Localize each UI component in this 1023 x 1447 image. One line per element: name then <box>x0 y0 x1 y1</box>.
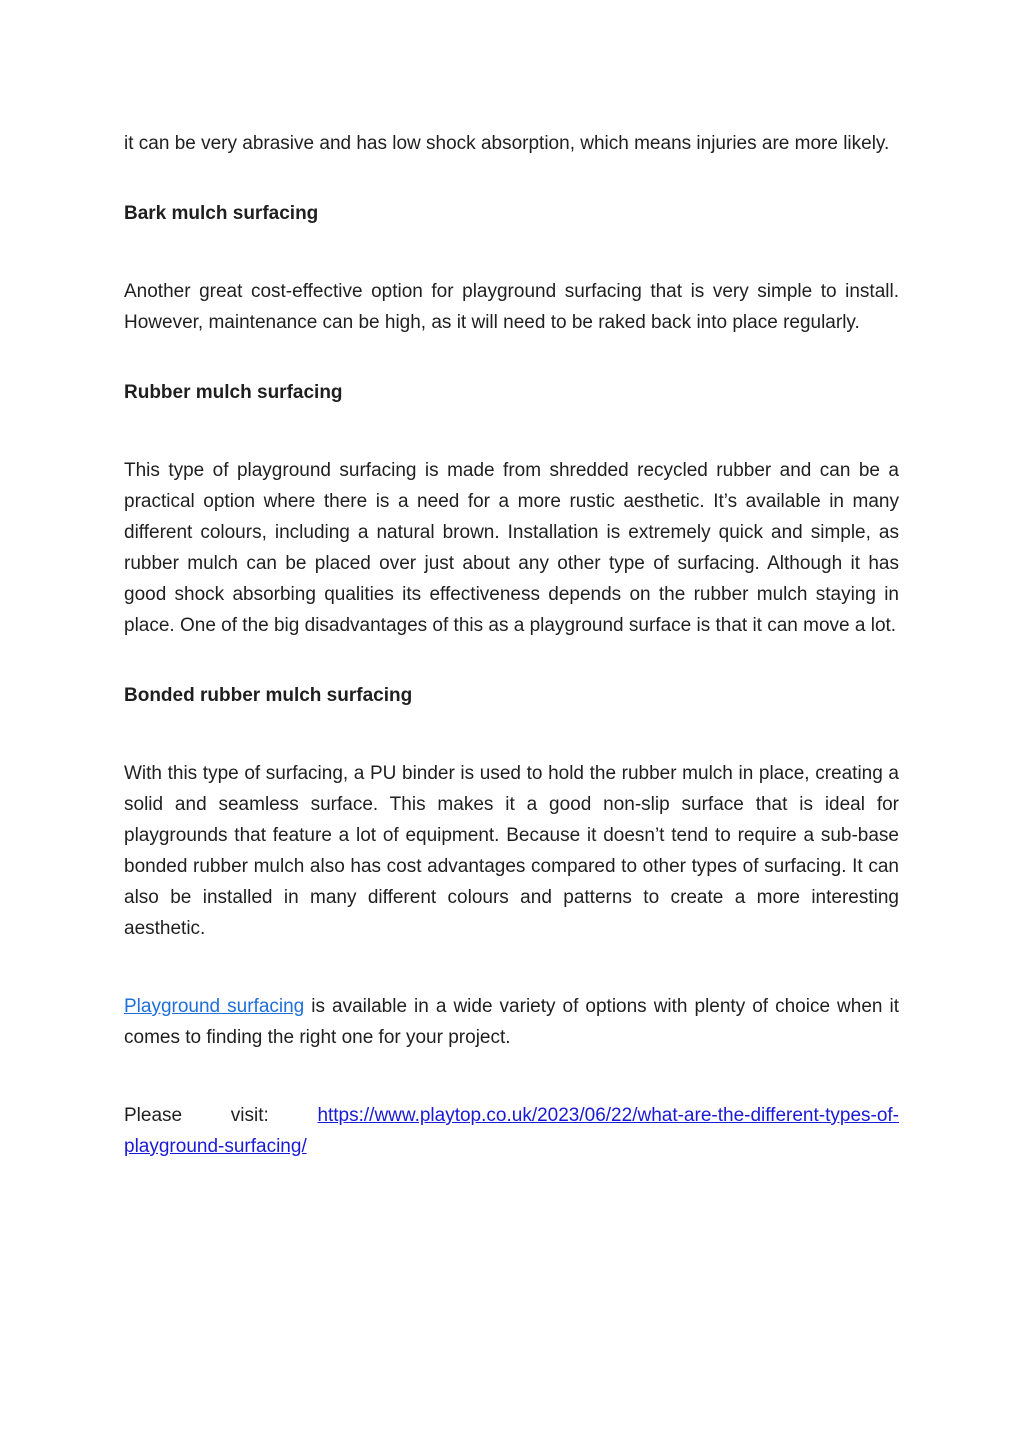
visit-line <box>124 1100 899 1131</box>
visit-line-2 <box>124 1131 899 1162</box>
visit-url-link-part2[interactable]: playground-surfacing/ <box>124 1136 307 1157</box>
document-page <box>124 128 899 1162</box>
intro-paragraph: it can be very abrasive and has low shock absorption, which means injuries are more likely. <box>124 133 890 154</box>
closing-paragraph <box>124 991 899 1053</box>
visit-url-link-part1[interactable]: https://www.playtop.co.uk/2023/06/22/what-are-the-different-types-of- <box>317 1105 900 1126</box>
playground-surfacing-link[interactable]: Playground surfacing <box>124 996 305 1017</box>
section-heading-rubber-mulch: Rubber mulch surfacing <box>124 382 343 403</box>
closing-text: is available in a wide variety of options with plenty of choice when it comes to finding the right one for your project. <box>124 996 900 1048</box>
section-heading-bonded-rubber-mulch: Bonded rubber mulch surfacing <box>124 685 413 706</box>
section-body-rubber-mulch: This type of playground surfacing is made from shredded recycled rubber and can be a practical option where there is a need for a more rustic aesthetic. It’s available in many different colours, including a natural brown. Installation is extremely quick and simple, as rubber mulch can be placed over just about any other type of surfacing. Although it has good shock absorbing qualities its effectiveness depends on the rubber mulch staying in place. One of the big disadvantages of this as a playground surface is that it can move a lot. <box>124 460 899 636</box>
section-body-bark-mulch: Another great cost-effective option for playground surfacing that is very simple to install. However, maintenance can be high, as it will need to be raked back into place regularly. <box>124 281 899 333</box>
section-body-bonded-rubber-mulch: With this type of surfacing, a PU binder is used to hold the rubber mulch in place, creating a solid and seamless surface. This makes it a good non-slip surface that is ideal for playgrounds that feature a lot of equipment. Because it doesn’t tend to require a sub-base bonded rubber mulch also has cost advantages compared to other types of surfacing. It can also be installed in many different colours and patterns to create a more interesting aesthetic. <box>124 763 899 939</box>
section-heading-bark-mulch: Bark mulch surfacing <box>124 203 319 224</box>
visit-label: Please visit: <box>124 1105 269 1126</box>
